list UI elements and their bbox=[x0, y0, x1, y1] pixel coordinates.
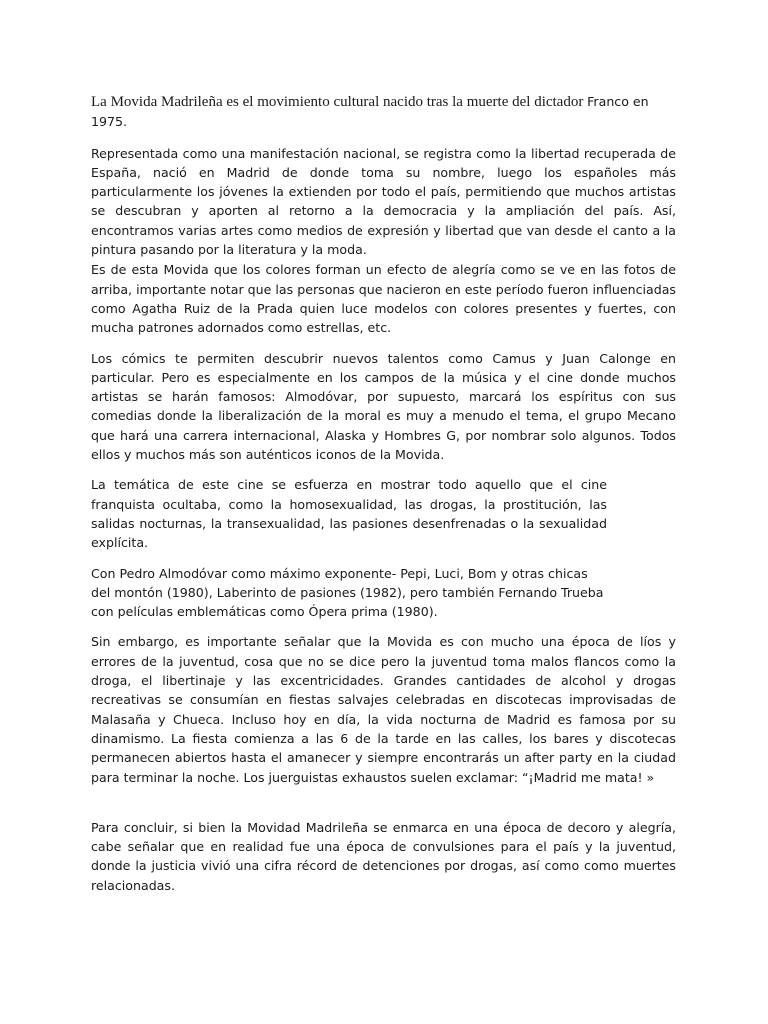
paragraph-almodovar: Con Pedro Almodóvar como máximo exponente- Pepi, Luci, Bom y otras chicas del montón (1980), Laberinto de pasiones (1982), pero también Fernando Trueba con películas emblemáticas como Ópera prima (1980). bbox=[91, 565, 604, 620]
paragraph-tematica-cine: La temática de este cine se esfuerza en mostrar todo aquello que el cine franquista ocultaba, como la homosexualidad, las drogas, la prostitución, las salidas nocturnas, la transexualidad, las pasiones desenfrenadas o la sexualidad explícita. bbox=[91, 477, 607, 551]
intro-sans-text: Franco en 1975. bbox=[91, 94, 649, 130]
intro-paragraph bbox=[91, 92, 676, 133]
paragraph-conclusion: Para concluir, si bien la Movidad Madrileña se enmarca en una época de decoro y alegría, cabe señalar que en realidad fue una época de convulsiones para el país y la juventud, donde la justicia vivió una cifra récord de detenciones por drogas, así como como muertes relacionadas. bbox=[91, 819, 676, 893]
paragraph-colores: Es de esta Movida que los colores forman un efecto de alegría como se ve en las fotos de arriba, importante notar que las personas que nacieron en este período fueron influenciadas como Agatha Ruiz de la Prada quien luce modelos con colores presentes y fuertes, con mucha patrones adornados como estrellas, etc. bbox=[91, 262, 676, 336]
paragraph-sin-embargo: Sin embargo, es importante señalar que la Movida es con mucho una época de líos y errores de la juventud, cosa que no se dice pero la juventud toma malos flancos como la droga, el libertinaje y las excentricidades. Grandes cantidades de alcohol y drogas recreativas se consumían en fiestas salvajes celebradas en discotecas improvisadas de Malasaña y Chueca. Incluso hoy en día, la vida nocturna de Madrid es famosa por su dinamismo. La fiesta comienza a las 6 de la tarde en las calles, los bares y discotecas permanecen abiertos hasta el amanecer y siempre encontrarás un after party en la ciudad para terminar la noche. Los juerguistas exhaustos suelen exclamar: “¡Madrid me mata! » bbox=[91, 634, 676, 785]
paragraph-comics: Los cómics te permiten descubrir nuevos talentos como Camus y Juan Calonge en particular. Pero es especialmente en los campos de la música y el cine donde muchos artistas se harán famosos: Almodóvar, por supuesto, marcará los espíritus con sus comedias donde la liberalización de la moral es muy a menudo el tema, el grupo Mecano que hará una carrera internacional, Alaska y Hombres G, por nombrar solo algunos. Todos ellos y muchos más son auténticos iconos de la Movida. bbox=[91, 350, 676, 463]
document-page bbox=[91, 92, 676, 895]
intro-serif-text: La Movida Madrileña es el movimiento cultural nacido tras la muerte del dictador bbox=[91, 94, 588, 110]
paragraph-representada: Representada como una manifestación nacional, se registra como la libertad recuperada de España, nació en Madrid de donde toma su nombre, luego los españoles más particularmente los jóvenes la extienden por todo el país, permitiendo que muchos artistas se descubran y aporten al retorno a la democracia y la ampliación del país. Así, encontramos varias artes como medios de expresión y libertad que van desde el canto a la pintura pasando por la literatura y la moda. bbox=[91, 145, 676, 258]
